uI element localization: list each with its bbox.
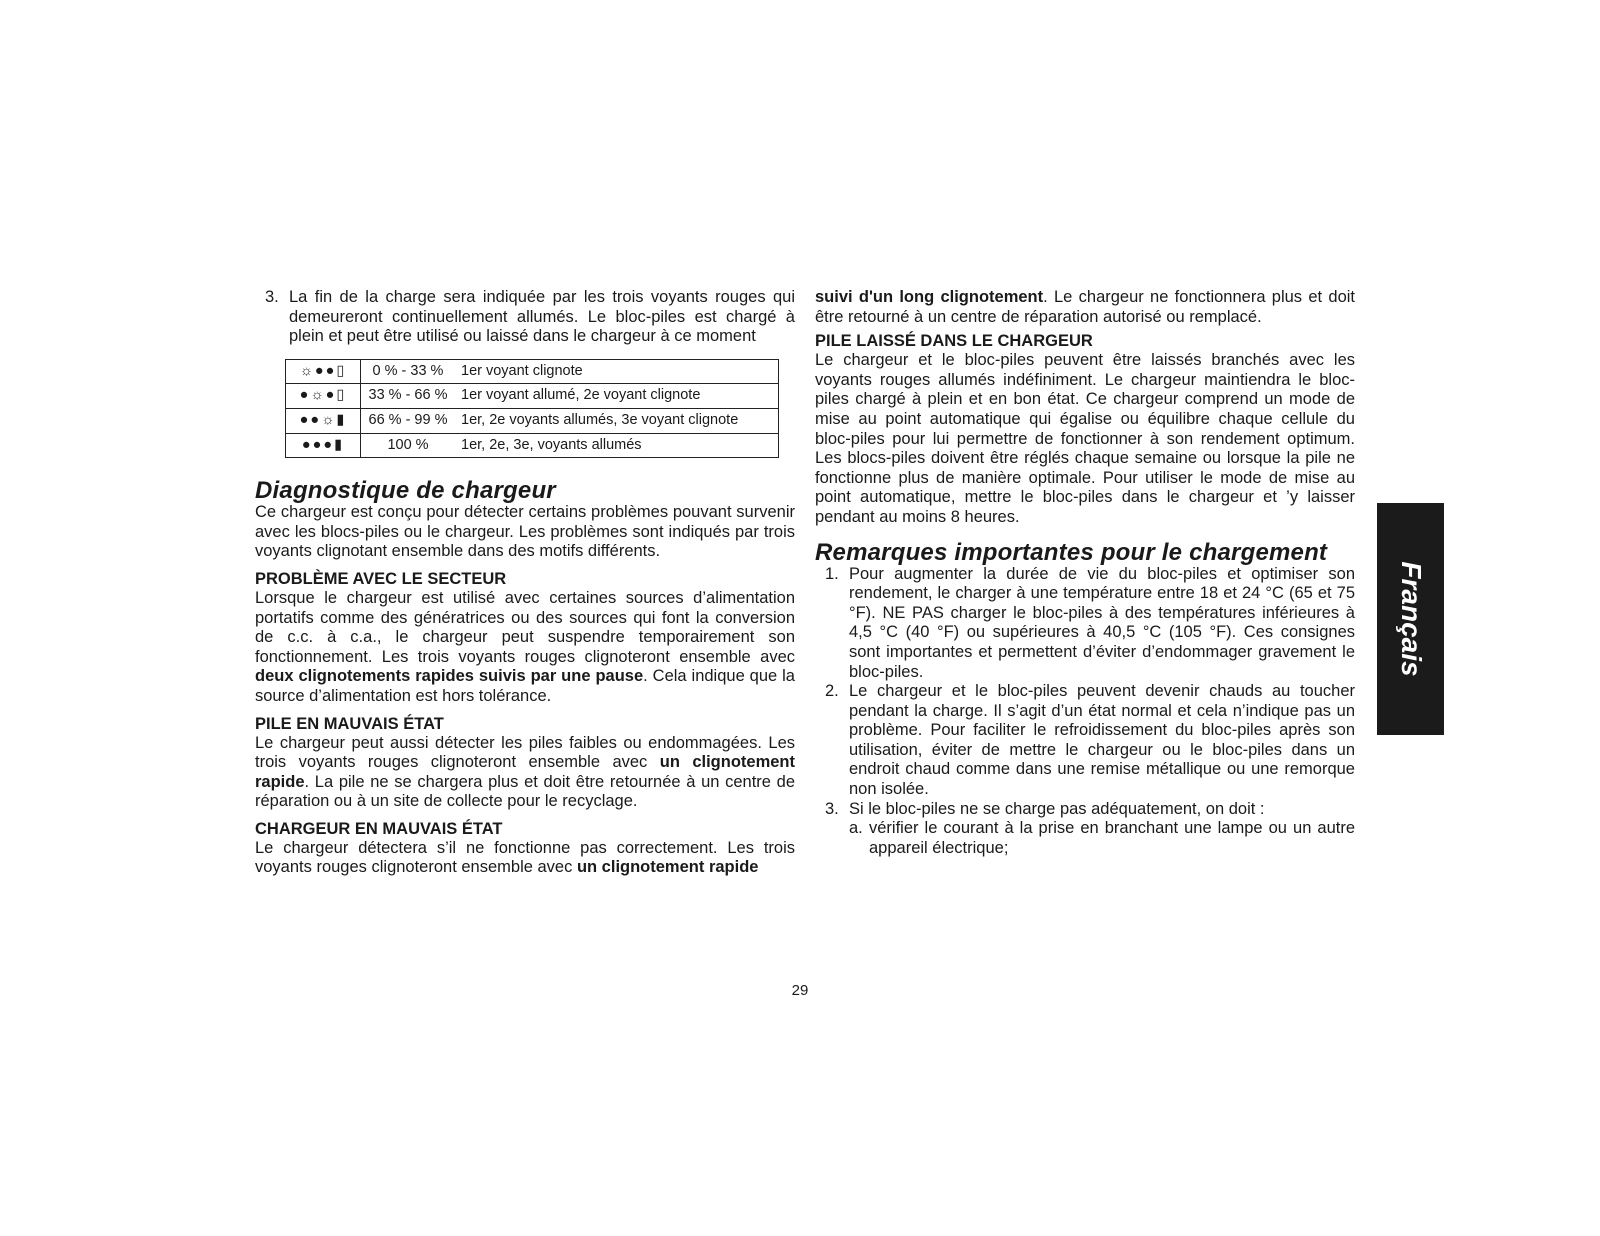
sub-list-item [849, 819, 1355, 858]
charge-range: 100 % [361, 433, 456, 458]
table-row [286, 408, 779, 433]
item-number: 3. [825, 799, 839, 818]
language-label: Français [1395, 561, 1427, 677]
led-indicator-icon: ●☼●▯ [286, 384, 361, 409]
table-row [286, 384, 779, 409]
item-text: Pour augmenter la durée de vie du bloc-piles et optimiser son rendement, le charger à une température entre 18 et 24 °C (65 et 75 °F). NE PAS charger le bloc-piles à des températures inférieures à 4,5 °C (40 °F) ou supérieures à 40,5 °C (105 °F). Ces consignes sont importantes et permettent d’éviter d’endommager gravement le bloc-piles. [849, 564, 1355, 681]
charge-description: 1er voyant clignote [455, 359, 779, 384]
led-indicator-icon: ☼●●▯ [286, 359, 361, 384]
charge-status-table [285, 359, 779, 458]
item-text: Le chargeur et le bloc-piles peuvent devenir chauds au toucher pendant la charge. Il s’agit d’un état normal et cela n’indique pas un problème. Pour faciliter le refroidissement du bloc-piles après son utilisation, éviter de mettre le chargeur ou le bloc-piles dans un endroit chaud comme dans une remise métallique ou une remorque non isolée. [849, 682, 1355, 799]
led-indicator-icon: ●●●▮ [286, 433, 361, 458]
sub-item-text: vérifier le courant à la prise en branchant une lampe ou un autre appareil électrique; [869, 819, 1355, 857]
table-row [286, 359, 779, 384]
charge-description: 1er, 2e voyants allumés, 3e voyant clignote [455, 408, 779, 433]
charge-range: 0 % - 33 % [361, 359, 456, 384]
list-item [815, 565, 1355, 683]
laisse-paragraph: Le chargeur et le bloc-piles peuvent être laissés branchés avec les voyants rouges allumés indéfiniment. Le chargeur maintiendra le bloc-piles chargé à plein et en bon état. Ce chargeur comprend un mode de mise au point automatique qui égalise ou équilibre chaque cellule du bloc-piles pour lui permettre de fonctionner à son rendement optimum. Les blocs-piles doivent être réglés chaque semaine ou lorsque la pile ne fonctionne plus de manière optimale. Pour utiliser le mode de mise au point automatique, mettre le bloc-piles dans le chargeur et ’y laisser pendant au moins 8 heures. [815, 351, 1355, 526]
section-title-diagnostique: Diagnostique de chargeur [255, 477, 556, 505]
right-column [815, 288, 1355, 858]
left-column [255, 288, 795, 878]
heading-pile-laisse: PILE LAISSÉ DANS LE CHARGEUR [815, 332, 1093, 351]
charge-description: 1er, 2e, 3e, voyants allumés [455, 433, 779, 458]
charge-description: 1er voyant allumé, 2e voyant clignote [455, 384, 779, 409]
led-indicator-icon: ●●☼▮ [286, 408, 361, 433]
item-number: 3. [265, 288, 279, 306]
remarques-list [815, 565, 1355, 820]
page-number: 29 [791, 982, 809, 999]
charge-range: 66 % - 99 % [361, 408, 456, 433]
heading-secteur: PROBLÈME AVEC LE SECTEUR [255, 569, 507, 588]
continued-paragraph: suivi d'un long clignotement. Le chargeur ne fonctionnera plus et doit être retourné à un centre de réparation autorisé ou remplacé. [815, 288, 1355, 326]
item-text: Si le bloc-piles ne se charge pas adéquatement, on doit : [849, 799, 1265, 818]
item-text: La fin de la charge sera indiquée par les trois voyants rouges qui demeureront continuellement allumés. Le bloc-piles est chargé à plein et peut être utilisé ou laissé dans le chargeur à ce moment [289, 288, 795, 346]
chargeur-paragraph: Le chargeur détectera s’il ne fonctionne pas correctement. Les trois voyants rouges clignoteront ensemble avec un clignotement rapide [255, 838, 795, 877]
diag-paragraph: Ce chargeur est conçu pour détecter certains problèmes pouvant survenir avec les blocs-piles ou le chargeur. Les problèmes sont indiqués par trois voyants clignotant ensemble dans des motifs différents. [255, 503, 795, 561]
section-title-remarques: Remarques importantes pour le chargement [815, 538, 1328, 566]
language-side-tab [1377, 503, 1444, 735]
item-number: 2. [825, 682, 839, 701]
sub-item-letter: a. [849, 819, 863, 838]
list-item [815, 682, 1355, 800]
list-item [255, 288, 795, 347]
list-item [815, 800, 1355, 820]
pile-paragraph: Le chargeur peut aussi détecter les piles faibles ou endommagées. Les trois voyants rouges clignoteront ensemble avec un clignotement rapide. La pile ne se chargera plus et doit être retournée à un centre de réparation ou à un site de collecte pour le recyclage. [255, 733, 795, 811]
charge-range: 33 % - 66 % [361, 384, 456, 409]
secteur-paragraph: Lorsque le chargeur est utilisé avec certaines sources d’alimentation portatifs comme des génératrices ou des sources qui font la conversion de c.c. à c.a., le chargeur peut suspendre temporairement son fonctionnement. Les trois voyants rouges clignoteront ensemble avec deux clignotements rapides suivis par une pause. Cela indique que la source d’alimentation est hors tolérance. [255, 588, 795, 705]
heading-chargeur-mauvais: CHARGEUR EN MAUVAIS ÉTAT [255, 819, 503, 838]
item-number: 1. [825, 564, 839, 583]
heading-pile-mauvais: PILE EN MAUVAIS ÉTAT [255, 714, 444, 733]
table-row [286, 433, 779, 458]
